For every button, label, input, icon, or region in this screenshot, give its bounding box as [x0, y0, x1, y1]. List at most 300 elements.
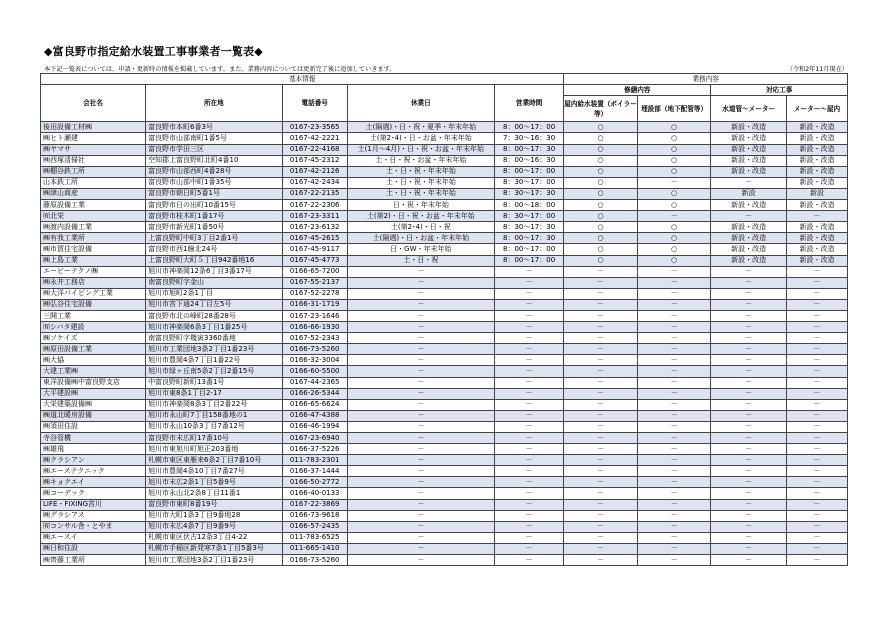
header-business: 業務内容 [564, 74, 848, 85]
cell-holiday: － [347, 333, 494, 344]
as-of-date: （令和2年11月現在） [786, 66, 848, 73]
table-row [41, 410, 848, 421]
cell-indoor: － [564, 277, 638, 288]
table-row [41, 166, 848, 177]
cell-company: ㈱齊藤工業所 [41, 555, 146, 566]
cell-hours: － [494, 333, 563, 344]
table-row [41, 488, 848, 499]
cell-phone: 0167-22-2135 [282, 188, 347, 199]
table-row [41, 444, 848, 455]
cell-holiday: 土(隔週)・日・お盆・年末年始 [347, 233, 494, 244]
cell-holiday: 土・日・祝 [347, 255, 494, 266]
table-row [41, 344, 848, 355]
cell-indoor: － [564, 266, 638, 277]
cell-company: ㈱ヒト瀬建 [41, 133, 146, 144]
cell-company: ㈲北栄 [41, 211, 146, 222]
cell-company: 東洋設備㈱中富良野支店 [41, 377, 146, 388]
cell-address: 富良野市東町8番19号 [146, 499, 283, 510]
cell-indoor: ○ [564, 222, 638, 233]
cell-meter-indoor: 新設・改造 [787, 155, 848, 166]
cell-address: 札幌市手稲区新発寒7条1丁目5番3号 [146, 543, 283, 554]
cell-address: 旭川市大町1条3丁目9番地28 [146, 510, 283, 521]
cell-holiday: － [347, 455, 494, 466]
cell-water-meter: － [711, 499, 787, 510]
table-row [41, 144, 848, 155]
cell-indoor: － [564, 421, 638, 432]
cell-company: ㈱渡内設備工業 [41, 222, 146, 233]
cell-hours: － [494, 555, 563, 566]
cell-water-meter: － [711, 477, 787, 488]
cell-indoor: ○ [564, 211, 638, 222]
cell-phone: 0167-23-6940 [282, 433, 347, 444]
cell-company: ㈱西塚清掃社 [41, 155, 146, 166]
cell-hours: 8：00～17：30 [494, 233, 563, 244]
cell-phone: 0166-26-5344 [282, 388, 347, 399]
cell-hours: － [494, 532, 563, 543]
cell-buried: － [637, 433, 711, 444]
cell-phone: 0167-22-3869 [282, 499, 347, 510]
table-row [41, 322, 848, 333]
cell-water-meter: － [711, 399, 787, 410]
cell-water-meter: － [711, 466, 787, 477]
cell-company: ㈱コーデック [41, 488, 146, 499]
cell-company: 山本鉄工所 [41, 177, 146, 188]
cell-indoor: ○ [564, 122, 638, 133]
cell-hours: － [494, 477, 563, 488]
cell-indoor: ○ [564, 244, 638, 255]
cell-phone: 0167-42-2221 [282, 133, 347, 144]
cell-phone: 0167-23-3565 [282, 122, 347, 133]
table-row [41, 222, 848, 233]
cell-buried: － [637, 277, 711, 288]
cell-address: 旭川市神楽岡8条3丁目2番22号 [146, 399, 283, 410]
cell-buried: － [637, 299, 711, 310]
cell-phone: 0166-73-9618 [282, 510, 347, 521]
cell-holiday: 土・日・祝・年末年始 [347, 166, 494, 177]
cell-phone: 0167-45-9117 [282, 244, 347, 255]
cell-holiday: － [347, 266, 494, 277]
table-row [41, 466, 848, 477]
cell-meter-indoor: － [787, 433, 848, 444]
cell-buried: － [637, 499, 711, 510]
cell-hours: － [494, 499, 563, 510]
cell-water-meter: － [711, 211, 787, 222]
cell-address: 旭川市豊岡4条7丁目1番22号 [146, 355, 283, 366]
cell-address: 富良野市朝日町5番1号 [146, 188, 283, 199]
cell-company: ㈱永井工務店 [41, 277, 146, 288]
cell-phone: 0166-37-5226 [282, 444, 347, 455]
cell-holiday: － [347, 299, 494, 310]
page-title: ◆富良野市指定給水装置工事事業者一覧表◆ [44, 45, 263, 58]
cell-address: 札幌市東区東雁来6条2丁目7番10号 [146, 455, 283, 466]
cell-company: 寺谷管機 [41, 433, 146, 444]
cell-address: 富良野市北の峰町28番28号 [146, 310, 283, 321]
cell-water-meter: 新設・改造 [711, 155, 787, 166]
cell-water-meter: 新設・改造 [711, 255, 787, 266]
cell-meter-indoor: 新設 [787, 188, 848, 199]
cell-indoor: － [564, 510, 638, 521]
cell-meter-indoor: － [787, 521, 848, 532]
cell-meter-indoor: － [787, 299, 848, 310]
cell-meter-indoor: － [787, 455, 848, 466]
cell-phone: 0167-44-2365 [282, 377, 347, 388]
cell-phone: 0167-42-2126 [282, 166, 347, 177]
cell-buried: ○ [637, 155, 711, 166]
cell-water-meter: － [711, 277, 787, 288]
cell-phone: 0167-52-2278 [282, 288, 347, 299]
table-row [41, 532, 848, 543]
cell-hours: － [494, 277, 563, 288]
cell-buried: － [637, 288, 711, 299]
cell-holiday: 土・日・祝・年末年始 [347, 177, 494, 188]
cell-phone: 0166-47-4388 [282, 410, 347, 421]
cell-water-meter: － [711, 266, 787, 277]
cell-hours: 8：00～17：00 [494, 255, 563, 266]
cell-phone: 0167-42-2434 [282, 177, 347, 188]
cell-address: 札幌市東区伏古12条3丁目4-22 [146, 532, 283, 543]
cell-buried: － [637, 477, 711, 488]
cell-address: 旭川市永山10条3丁目7番12号 [146, 421, 283, 432]
cell-holiday: － [347, 288, 494, 299]
cell-meter-indoor: 新設・改造 [787, 133, 848, 144]
cell-indoor: － [564, 410, 638, 421]
cell-company: ㈱ソケイズ [41, 333, 146, 344]
header-indoor: 屋内給水装置（ボイラー等） [564, 96, 638, 122]
cell-phone: 011-665-1410 [282, 543, 347, 554]
header-basic-info: 基本情報 [41, 74, 564, 85]
cell-address: 旭川市永山北2条8丁目11番1 [146, 488, 283, 499]
cell-address: 旭川市工業団地3条2丁目1番23号 [146, 555, 283, 566]
table-row [41, 244, 848, 255]
cell-hours: 8：00～17：00 [494, 244, 563, 255]
cell-company: ㈲シバタ建設 [41, 322, 146, 333]
cell-buried: ○ [637, 255, 711, 266]
cell-meter-indoor: － [787, 510, 848, 521]
cell-water-meter: － [711, 310, 787, 321]
cell-meter-indoor: 新設・改造 [787, 233, 848, 244]
cell-phone: 0166-37-1444 [282, 466, 347, 477]
cell-meter-indoor: － [787, 277, 848, 288]
cell-meter-indoor: － [787, 444, 848, 455]
cell-company: ㈱市賀住宅設備 [41, 244, 146, 255]
cell-hours: － [494, 377, 563, 388]
cell-meter-indoor: 新設・改造 [787, 222, 848, 233]
cell-meter-indoor: － [787, 410, 848, 421]
cell-meter-indoor: － [787, 555, 848, 566]
table-row [41, 288, 848, 299]
header-work: 対応工事 [711, 85, 848, 96]
cell-meter-indoor: － [787, 322, 848, 333]
cell-meter-indoor: － [787, 477, 848, 488]
cell-water-meter: － [711, 510, 787, 521]
cell-holiday: － [347, 277, 494, 288]
cell-phone: 0166-46-1994 [282, 421, 347, 432]
table-row [41, 399, 848, 410]
table-row [41, 122, 848, 133]
cell-indoor: ○ [564, 255, 638, 266]
cell-address: 富良野市日の出町10番15号 [146, 200, 283, 211]
cell-address: 旭川市豊岡4条10丁目7番27号 [146, 466, 283, 477]
table-row [41, 433, 848, 444]
header-address: 所在地 [146, 85, 283, 122]
cell-holiday: － [347, 421, 494, 432]
cell-water-meter: 新設・改造 [711, 244, 787, 255]
cell-phone: 0166-32-3004 [282, 355, 347, 366]
cell-water-meter: 新設 [711, 188, 787, 199]
cell-company: エービーテクノ㈱ [41, 266, 146, 277]
cell-meter-indoor: － [787, 388, 848, 399]
cell-address: 富良野市山部南町1番5号 [146, 133, 283, 144]
cell-company: ㈱原田設備工業 [41, 344, 146, 355]
table-row [41, 543, 848, 554]
cell-meter-indoor: 新設・改造 [787, 177, 848, 188]
cell-buried: － [637, 355, 711, 366]
cell-holiday: 土(第2･4)・日・祝 [347, 222, 494, 233]
cell-meter-indoor: － [787, 211, 848, 222]
cell-water-meter: 新設・改造 [711, 133, 787, 144]
cell-indoor: － [564, 444, 638, 455]
cell-meter-indoor: － [787, 466, 848, 477]
contractor-table [40, 73, 848, 566]
cell-water-meter: 新設・改造 [711, 166, 787, 177]
cell-water-meter: 新設・改造 [711, 233, 787, 244]
cell-address: 上富良野町大町５丁目942番地16 [146, 255, 283, 266]
cell-indoor: － [564, 521, 638, 532]
cell-buried: ○ [637, 188, 711, 199]
cell-buried: － [637, 532, 711, 543]
cell-company: ㈱上島工業 [41, 255, 146, 266]
cell-company: 大栄建築設備㈱ [41, 399, 146, 410]
cell-buried: － [637, 333, 711, 344]
cell-indoor: － [564, 532, 638, 543]
cell-water-meter: － [711, 455, 787, 466]
cell-phone: 011-783-6525 [282, 532, 347, 543]
cell-hours: － [494, 388, 563, 399]
table-row [41, 233, 848, 244]
cell-buried: ○ [637, 244, 711, 255]
cell-holiday: 土(1月～4月)・日・祝・お盆・年末年始 [347, 144, 494, 155]
cell-hours: 8：00～17：00 [494, 122, 563, 133]
cell-phone: 0167-52-2343 [282, 333, 347, 344]
cell-hours: － [494, 299, 563, 310]
cell-hours: － [494, 399, 563, 410]
cell-indoor: ○ [564, 155, 638, 166]
cell-phone: 011-783-2301 [282, 455, 347, 466]
cell-water-meter: － [711, 344, 787, 355]
cell-address: 富良野市山部中町1番35号 [146, 177, 283, 188]
cell-indoor: － [564, 543, 638, 554]
cell-address: 旭川市緑ヶ丘南5条2丁目2番15号 [146, 366, 283, 377]
cell-company: 藤原設備工業 [41, 200, 146, 211]
cell-holiday: － [347, 410, 494, 421]
table-row [41, 188, 848, 199]
cell-meter-indoor: 新設・改造 [787, 255, 848, 266]
cell-meter-indoor: － [787, 488, 848, 499]
cell-indoor: － [564, 299, 638, 310]
cell-indoor: － [564, 344, 638, 355]
cell-hours: 8：30～17：00 [494, 211, 563, 222]
cell-water-meter: － [711, 444, 787, 455]
cell-water-meter: － [711, 366, 787, 377]
cell-hours: 8：00～17：00 [494, 166, 563, 177]
cell-indoor: － [564, 477, 638, 488]
cell-buried: － [637, 510, 711, 521]
cell-buried: ○ [637, 200, 711, 211]
cell-hours: － [494, 421, 563, 432]
table-row [41, 155, 848, 166]
cell-buried: － [637, 421, 711, 432]
cell-indoor: － [564, 499, 638, 510]
table-row [41, 277, 848, 288]
cell-buried: － [637, 344, 711, 355]
cell-phone: 0167-45-4773 [282, 255, 347, 266]
cell-company: 三開工業 [41, 310, 146, 321]
cell-indoor: － [564, 355, 638, 366]
cell-phone: 0166-50-2772 [282, 477, 347, 488]
header-meter-indoor: メーター～屋内 [787, 96, 848, 122]
cell-buried: ○ [637, 222, 711, 233]
cell-address: 空知郡上富良野町北町4番10 [146, 155, 283, 166]
cell-company: ㈱雄飛 [41, 444, 146, 455]
table-row [41, 555, 848, 566]
table-row [41, 255, 848, 266]
cell-hours: － [494, 466, 563, 477]
cell-address: 富良野市桂木町1番17号 [146, 211, 283, 222]
header-water-meter: 水道管～メーター [711, 96, 787, 122]
header-repair: 修繕内容 [564, 85, 711, 96]
table-row [41, 299, 848, 310]
cell-buried: － [637, 410, 711, 421]
cell-indoor: － [564, 455, 638, 466]
cell-meter-indoor: － [787, 543, 848, 554]
cell-holiday: － [347, 310, 494, 321]
cell-indoor: － [564, 433, 638, 444]
cell-meter-indoor: － [787, 399, 848, 410]
cell-buried: － [637, 466, 711, 477]
cell-indoor: － [564, 322, 638, 333]
cell-meter-indoor: － [787, 288, 848, 299]
cell-holiday: － [347, 322, 494, 333]
cell-company: ㈱グラシアス [41, 510, 146, 521]
cell-buried: － [637, 211, 711, 222]
cell-buried: ○ [637, 144, 711, 155]
cell-meter-indoor: 新設・改造 [787, 166, 848, 177]
cell-holiday: － [347, 366, 494, 377]
cell-address: 富良野市山部西町4番28号 [146, 166, 283, 177]
table-row [41, 366, 848, 377]
cell-hours: － [494, 444, 563, 455]
cell-holiday: － [347, 388, 494, 399]
cell-meter-indoor: － [787, 355, 848, 366]
cell-hours: 8：00～16：30 [494, 155, 563, 166]
cell-hours: － [494, 433, 563, 444]
cell-address: 富良野市西1線北24号 [146, 244, 283, 255]
cell-hours: － [494, 366, 563, 377]
cell-meter-indoor: － [787, 310, 848, 321]
cell-address: 南富良野町字幾寅3360番地 [146, 333, 283, 344]
cell-company: 大平建設㈱ [41, 388, 146, 399]
cell-buried: ○ [637, 133, 711, 144]
table-row [41, 133, 848, 144]
cell-hours: － [494, 322, 563, 333]
cell-phone: 0166-66-1930 [282, 322, 347, 333]
cell-address: 富良野市本町6番3号 [146, 122, 283, 133]
cell-company: 大建工業㈱ [41, 366, 146, 377]
cell-phone: 0167-22-4168 [282, 144, 347, 155]
cell-address: 富良野市末広町17番10号 [146, 433, 283, 444]
cell-holiday: 土・日・祝・年末年始 [347, 188, 494, 199]
cell-address: 上富良野町中町3丁目2番1号 [146, 233, 283, 244]
cell-company: ㈱棚谷鉄工所 [41, 166, 146, 177]
cell-indoor: － [564, 399, 638, 410]
cell-holiday: － [347, 377, 494, 388]
table-body [41, 122, 848, 566]
cell-hours: － [494, 355, 563, 366]
cell-holiday: － [347, 488, 494, 499]
cell-holiday: － [347, 543, 494, 554]
cell-indoor: － [564, 288, 638, 299]
cell-address: 旭川市東旭川町旭正203番地 [146, 444, 283, 455]
cell-phone: 0167-23-1646 [282, 310, 347, 321]
cell-company: 後田設備工材㈱ [41, 122, 146, 133]
cell-indoor: ○ [564, 133, 638, 144]
cell-company: ㈱道北暖房設備 [41, 410, 146, 421]
cell-water-meter: 新設・改造 [711, 122, 787, 133]
cell-water-meter: － [711, 521, 787, 532]
cell-company: ㈱ヤマサ [41, 144, 146, 155]
cell-company: ㈲コンサル舎・とやま [41, 521, 146, 532]
cell-holiday: － [347, 499, 494, 510]
cell-buried: － [637, 488, 711, 499]
cell-company: LIFE・FIXING宮川 [41, 499, 146, 510]
cell-phone: 0166-60-5500 [282, 366, 347, 377]
cell-indoor: － [564, 555, 638, 566]
cell-address: 旭川市旭町2条1丁目 [146, 288, 283, 299]
cell-meter-indoor: 新設・改造 [787, 144, 848, 155]
cell-water-meter: － [711, 177, 787, 188]
cell-phone: 0166-31-1719 [282, 299, 347, 310]
cell-company: ㈱エーステクニック [41, 466, 146, 477]
cell-holiday: 日・GW・年末年始 [347, 244, 494, 255]
cell-phone: 0167-23-6132 [282, 222, 347, 233]
cell-hours: － [494, 488, 563, 499]
cell-indoor: ○ [564, 200, 638, 211]
cell-water-meter: － [711, 288, 787, 299]
table-row [41, 499, 848, 510]
cell-address: 旭川市東8条1丁目2-17 [146, 388, 283, 399]
cell-hours: － [494, 410, 563, 421]
cell-water-meter: － [711, 488, 787, 499]
header-buried: 埋設部（地下配管等） [637, 96, 711, 122]
header-holidays: 休業日 [347, 85, 494, 122]
cell-meter-indoor: － [787, 333, 848, 344]
cell-buried: － [637, 444, 711, 455]
table-row [41, 333, 848, 344]
cell-water-meter: － [711, 388, 787, 399]
cell-hours: － [494, 455, 563, 466]
cell-buried: － [637, 455, 711, 466]
cell-indoor: － [564, 388, 638, 399]
cell-meter-indoor: 新設・改造 [787, 244, 848, 255]
cell-buried: － [637, 543, 711, 554]
cell-hours: － [494, 266, 563, 277]
cell-buried: ○ [637, 122, 711, 133]
cell-hours: 8：30～17：00 [494, 177, 563, 188]
cell-hours: 8：00～17：30 [494, 144, 563, 155]
table-row [41, 455, 848, 466]
cell-hours: － [494, 510, 563, 521]
cell-water-meter: 新設・改造 [711, 144, 787, 155]
